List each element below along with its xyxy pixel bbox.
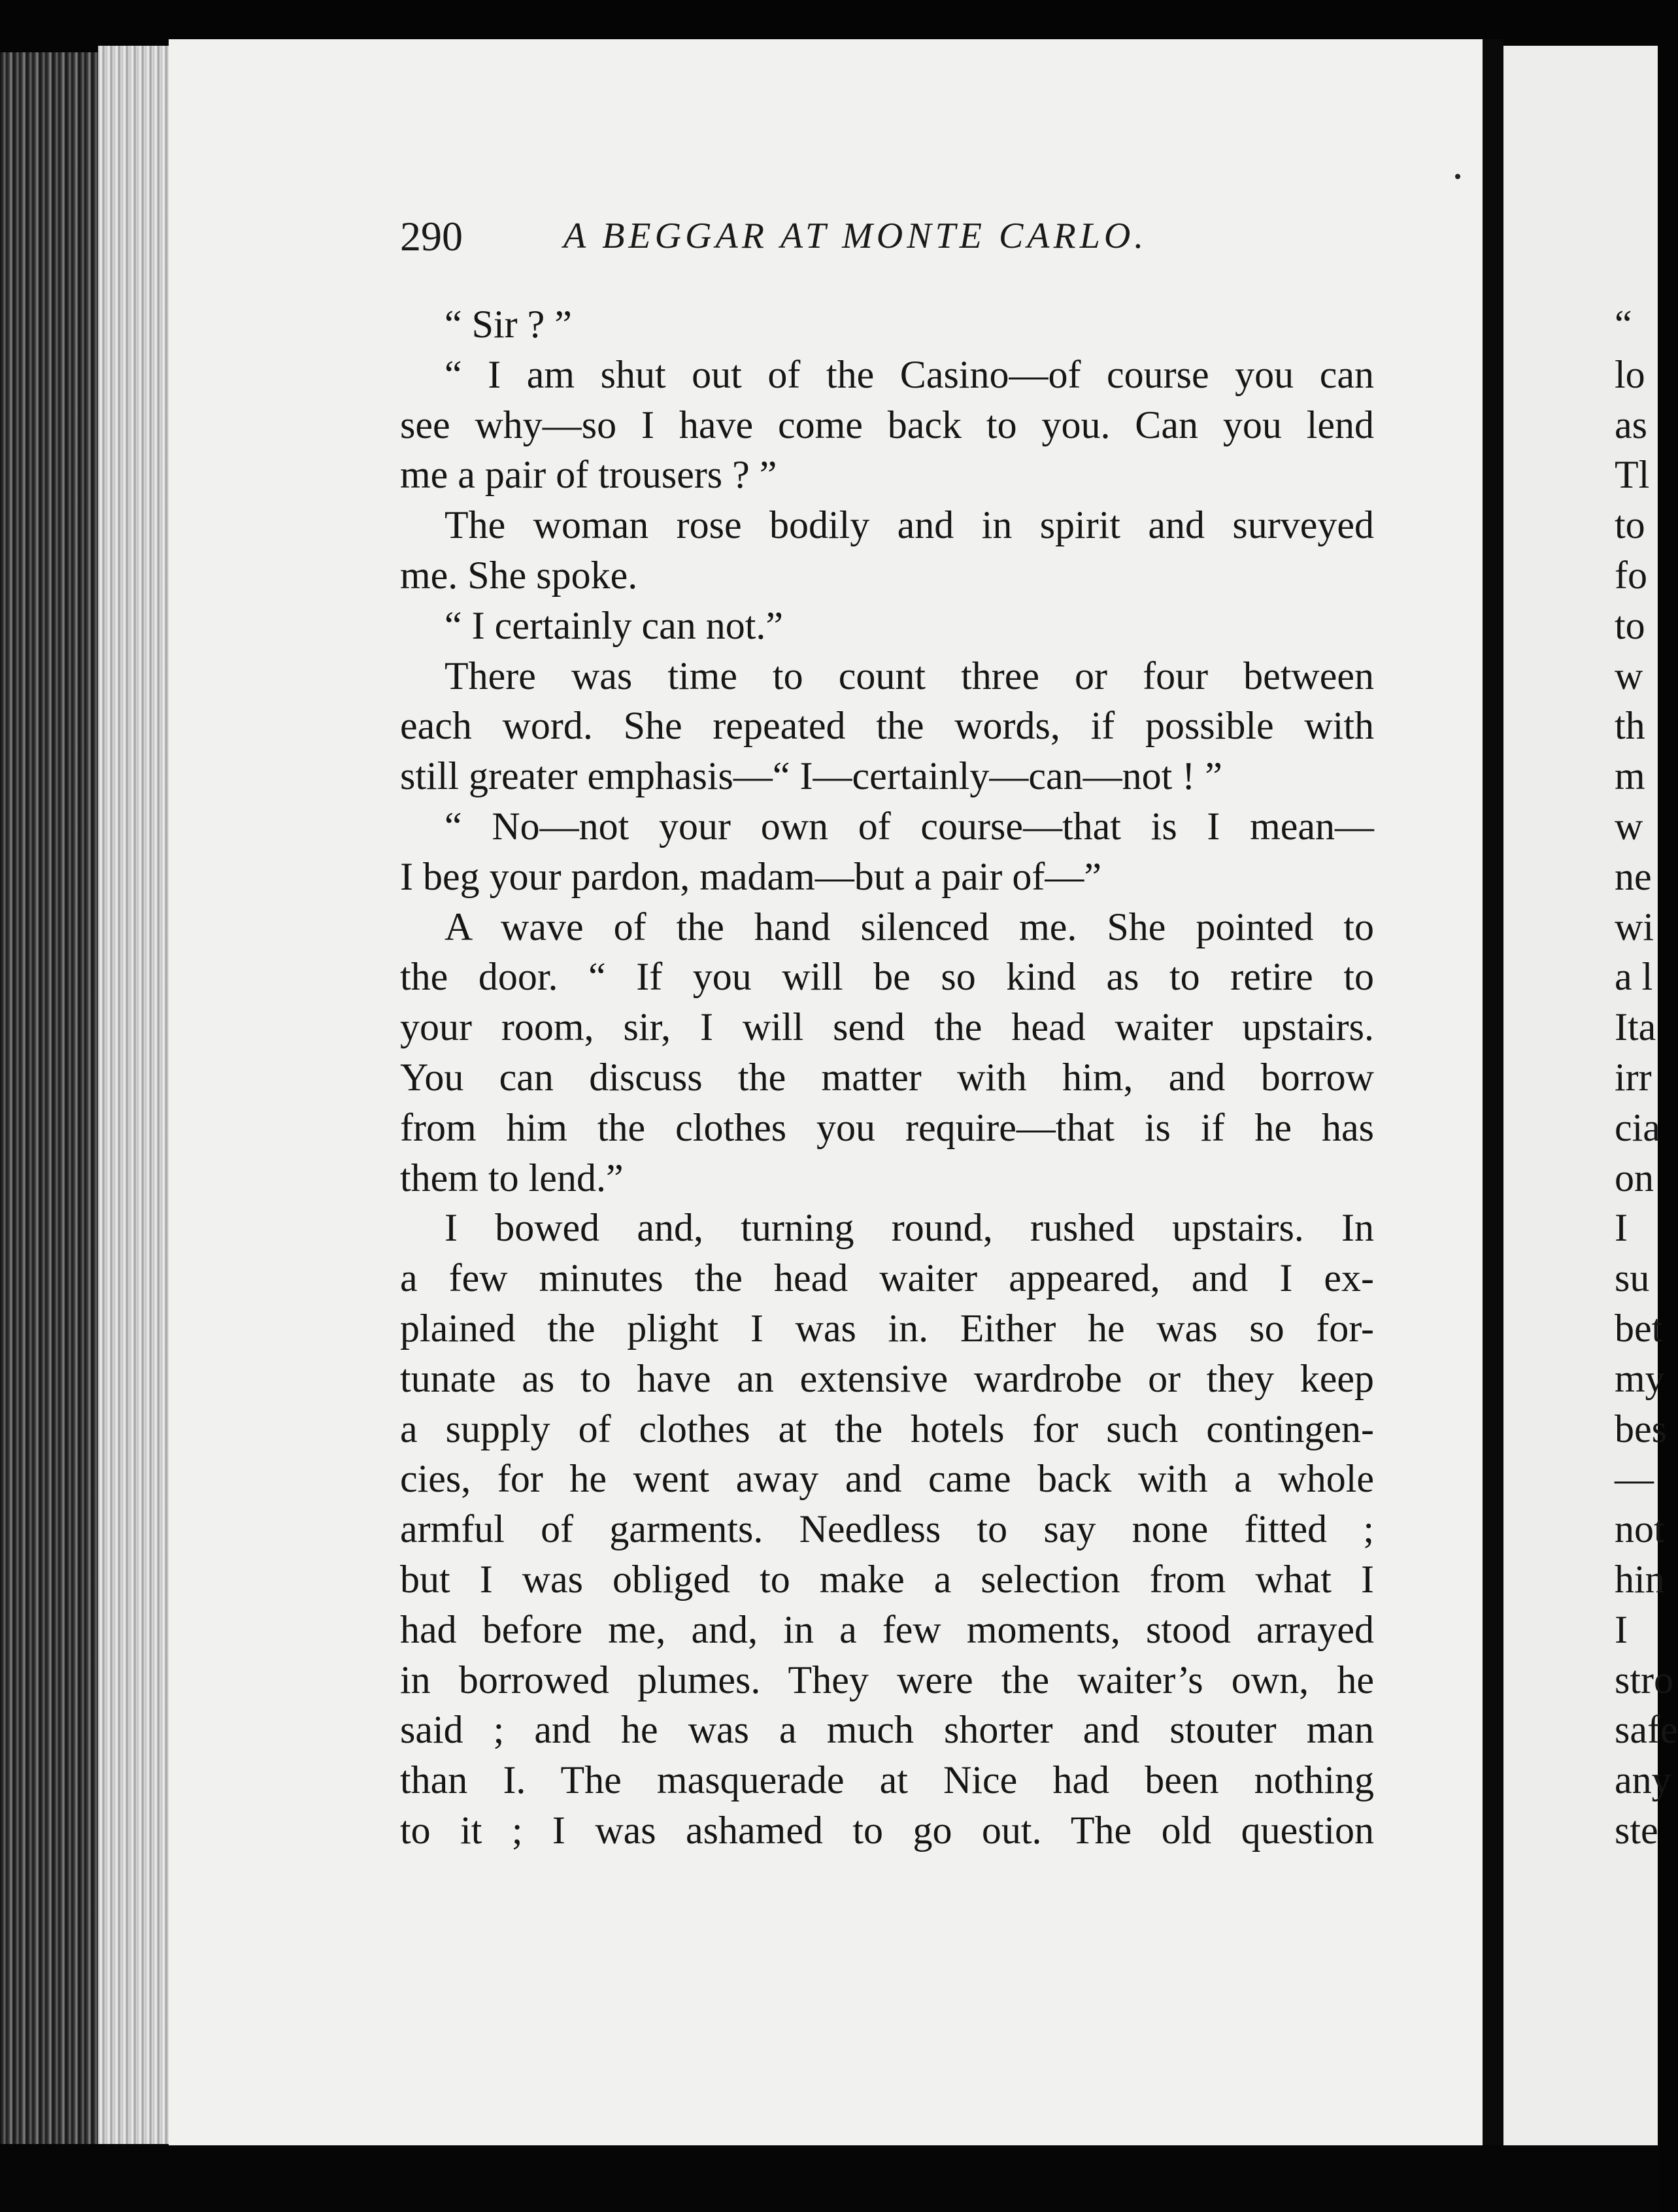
right-page-fragment: irr: [1615, 1055, 1652, 1099]
text-line: cies, for he went away and came back with a whole: [400, 1457, 1374, 1501]
text-line: a few minutes the head waiter appeared, and I ex-: [400, 1256, 1374, 1300]
right-page-fragment: th: [1615, 704, 1645, 748]
text-line: I beg your pardon, madam—but a pair of—”: [400, 854, 1101, 898]
text-line: plained the plight I was in. Either he was so for-: [400, 1306, 1374, 1350]
page-header: [400, 212, 1381, 271]
text-line: There was time to count three or four between: [445, 654, 1374, 697]
text-line: still greater emphasis—“ I—certainly—can—not ! ”: [400, 754, 1222, 798]
right-page-fragment: I: [1615, 1607, 1628, 1651]
right-page-fragment: su: [1615, 1256, 1650, 1300]
right-page-fragment: on: [1615, 1156, 1654, 1199]
right-page-fragment: w: [1615, 804, 1643, 848]
right-page-fragment: m: [1615, 754, 1645, 798]
right-page-fragment: my: [1615, 1356, 1665, 1400]
right-page-fragment: I: [1615, 1206, 1628, 1250]
right-page-fragment: cia: [1615, 1105, 1660, 1149]
right-page-fragment: ne: [1615, 854, 1652, 898]
bottom-background: [0, 2145, 1658, 2212]
right-page-fragment: w: [1615, 654, 1643, 697]
text-line: me. She spoke.: [400, 553, 638, 597]
text-line: but I was obliged to make a selection from what I: [400, 1557, 1374, 1601]
right-page-fragment: not: [1615, 1507, 1665, 1551]
text-line: each word. She repeated the words, if possible with: [400, 704, 1374, 748]
right-page-fragment: lo: [1615, 352, 1645, 396]
text-line: said ; and he was a much shorter and stouter man: [400, 1708, 1374, 1752]
right-page-fragment: a l: [1615, 955, 1653, 999]
page-body-text: [400, 299, 1374, 1856]
right-page-fragment: fo: [1615, 553, 1647, 597]
right-page-fragment: —: [1615, 1457, 1654, 1501]
text-line: in borrowed plumes. They were the waiter’s own, he: [400, 1658, 1374, 1701]
text-line: see why—so I have come back to you. Can you lend: [400, 403, 1374, 446]
right-page-fragment: to: [1615, 603, 1645, 647]
text-line: “ I am shut out of the Casino—of course you can: [445, 352, 1374, 396]
right-page-fragment: ste: [1615, 1808, 1658, 1852]
right-page-fragment: bet: [1615, 1306, 1663, 1350]
right-page-fragment: safe: [1615, 1708, 1678, 1752]
text-line: a supply of clothes at the hotels for such contingen-: [400, 1407, 1374, 1450]
text-line: “ No—not your own of course—that is I mean—: [445, 804, 1374, 848]
text-line: than I. The masquerade at Nice had been nothing: [400, 1758, 1374, 1802]
right-page-fragment: hin: [1615, 1557, 1665, 1601]
right-page-fragment: to: [1615, 503, 1645, 547]
text-line: to it ; I was ashamed to go out. The old question: [400, 1808, 1374, 1852]
right-page-fragment: “: [1615, 303, 1632, 346]
book-gutter: [1483, 39, 1503, 2177]
text-line: your room, sir, I will send the head waiter upstairs.: [400, 1005, 1374, 1049]
text-line: them to lend.”: [400, 1156, 624, 1199]
right-page-fragment: as: [1615, 403, 1647, 446]
right-page-fragment: Tl: [1615, 453, 1650, 497]
text-line: armful of garments. Needless to say none fitted ;: [400, 1507, 1374, 1551]
text-line: I bowed and, turning round, rushed upstairs. In: [445, 1206, 1374, 1250]
text-line: “ Sir ? ”: [445, 303, 572, 346]
text-line: The woman rose bodily and in spirit and surveyed: [445, 503, 1374, 547]
text-line: You can discuss the matter with him, and borrow: [400, 1055, 1374, 1099]
text-line: me a pair of trousers ? ”: [400, 453, 777, 497]
right-page-fragment: Ita: [1615, 1005, 1656, 1049]
right-page-fragment: stro: [1615, 1658, 1673, 1701]
text-line: the door. “ If you will be so kind as to retire to: [400, 955, 1374, 999]
text-line: tunate as to have an extensive wardrobe or they keep: [400, 1356, 1374, 1400]
speck-mark: [1455, 174, 1460, 179]
book-page-edges-light: [98, 46, 170, 2144]
right-page-fragment: wi: [1615, 905, 1654, 948]
running-title: A BEGGAR AT MONTE CARLO.: [563, 216, 1148, 256]
right-page-fragment: any: [1615, 1758, 1671, 1802]
text-line: “ I certainly can not.”: [445, 603, 784, 647]
right-page-fragment: bes: [1615, 1407, 1667, 1450]
text-line: A wave of the hand silenced me. She pointed to: [445, 905, 1374, 948]
page-number: 290: [400, 213, 463, 260]
text-line: from him the clothes you require—that is if he has: [400, 1105, 1374, 1149]
text-line: had before me, and, in a few moments, stood arrayed: [400, 1607, 1374, 1651]
right-page-text-fragments: [1615, 299, 1678, 1856]
